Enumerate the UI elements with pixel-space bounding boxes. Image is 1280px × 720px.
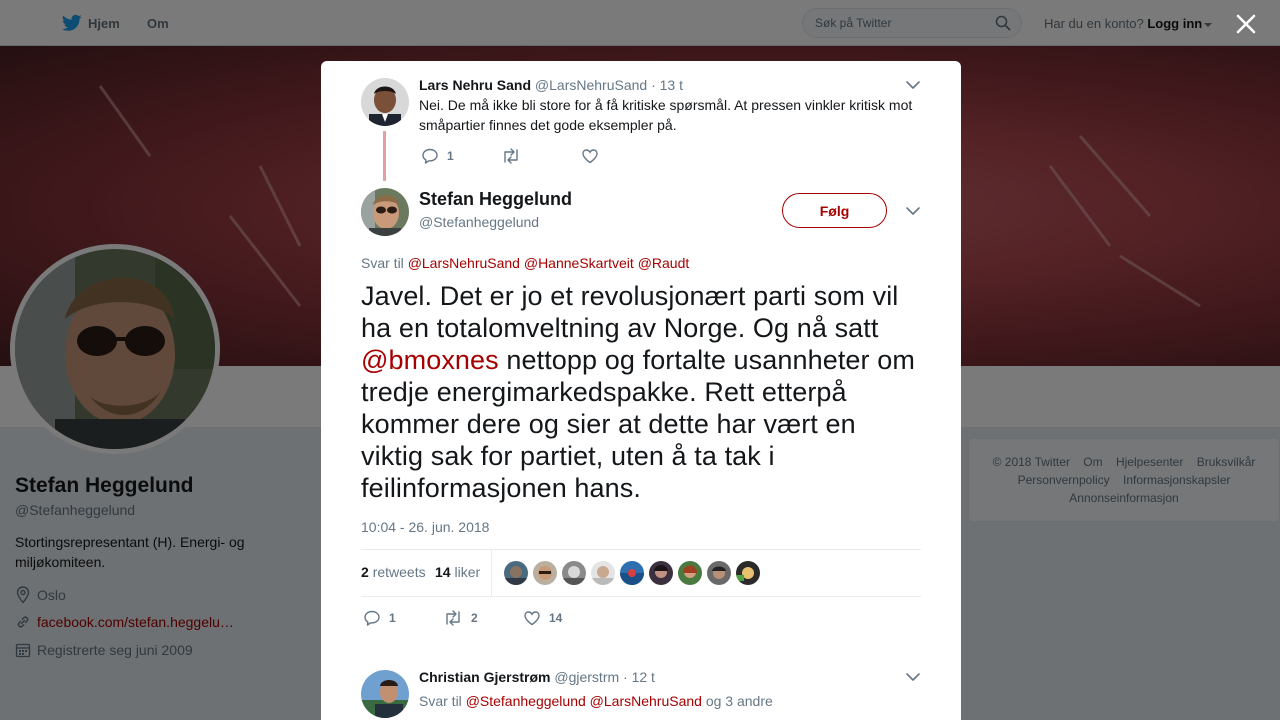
main-avatar[interactable] xyxy=(361,188,409,236)
mention-link[interactable]: @LarsNehruSand xyxy=(407,255,520,271)
retweets-count: 2 xyxy=(361,564,369,580)
thread-connector xyxy=(383,131,386,181)
reply-others[interactable]: og 3 andre xyxy=(705,693,773,709)
main-like-button[interactable] xyxy=(523,609,562,627)
chevron-down-icon[interactable] xyxy=(905,203,921,219)
main-retweet-button[interactable] xyxy=(443,609,523,627)
parent-tweet-text: Nei. De må ikke bli store for å få kritiske spørsmål. At pressen vinkler kritisk mot småpartier finnes det gode eksempler på. xyxy=(419,97,913,133)
close-icon[interactable] xyxy=(1234,12,1258,36)
parent-actions xyxy=(421,147,607,165)
reply-header xyxy=(419,669,655,685)
reply-replying-to xyxy=(419,693,773,709)
mention-link[interactable]: @Raudt xyxy=(637,255,690,271)
parent-header xyxy=(419,77,683,93)
reply-prefix: Svar til xyxy=(419,693,462,709)
parent-reply-button[interactable] xyxy=(421,147,501,165)
parent-reply-count: 1 xyxy=(447,149,454,163)
main-actions xyxy=(363,609,562,627)
retweets-label: retweets xyxy=(372,564,426,580)
likes-stat[interactable] xyxy=(435,564,480,580)
liker-avatar[interactable] xyxy=(591,561,615,585)
reply-icon xyxy=(421,147,439,165)
liker-avatar[interactable] xyxy=(533,561,557,585)
liker-avatar[interactable] xyxy=(736,561,760,585)
parent-photo xyxy=(361,78,409,126)
main-author-name[interactable]: Stefan Heggelund xyxy=(419,189,573,209)
tweet-stats xyxy=(361,549,921,597)
tweet-text-part2: nettopp og fortalte usannheter om tredje energimarkedspakke. Rett etterpå kommer dere og sier at dette har vært en viktig sak for partiet, uten å ta tak i feilinformasjonen hans. xyxy=(361,345,915,503)
reply-author-handle[interactable]: @gjerstrm xyxy=(554,669,620,685)
main-retweet-count: 2 xyxy=(471,611,478,625)
retweets-stat[interactable] xyxy=(361,564,426,580)
reply-time[interactable]: · 12 t xyxy=(623,669,655,685)
chevron-down-icon[interactable] xyxy=(905,669,921,685)
liker-avatar[interactable] xyxy=(678,561,702,585)
main-tweet-text xyxy=(361,280,921,504)
replying-to xyxy=(361,255,689,271)
mention-link[interactable]: @LarsNehruSand xyxy=(589,693,702,709)
liker-avatar[interactable] xyxy=(620,561,644,585)
liker-avatar[interactable] xyxy=(707,561,731,585)
tweet-text-part1: Javel. Det er jo et revolusjonært parti som vil ha en totalomveltning av Norge. Og nå satt xyxy=(361,281,899,343)
follow-button[interactable]: Følg xyxy=(782,193,887,228)
parent-avatar[interactable] xyxy=(361,78,409,126)
parent-author-name[interactable]: Lars Nehru Sand xyxy=(419,77,532,93)
parent-time[interactable]: · 13 t xyxy=(651,77,683,93)
heart-icon xyxy=(523,609,541,627)
tweet-modal xyxy=(321,61,961,720)
main-reply-button[interactable] xyxy=(363,609,443,627)
main-reply-count: 1 xyxy=(389,611,396,625)
parent-author-handle[interactable]: @LarsNehruSand xyxy=(534,77,648,93)
chevron-down-icon[interactable] xyxy=(905,77,921,93)
retweet-icon xyxy=(501,147,521,165)
likes-count: 14 xyxy=(435,564,451,580)
mention-link[interactable]: @Stefanheggelund xyxy=(465,693,586,709)
reply-photo xyxy=(361,670,409,718)
tweet-mention-link[interactable]: @bmoxnes xyxy=(361,345,499,375)
main-like-count: 14 xyxy=(549,611,563,625)
reply-avatar[interactable] xyxy=(361,670,409,718)
retweet-icon xyxy=(443,609,463,627)
reply-author-name[interactable]: Christian Gjerstrøm xyxy=(419,669,551,685)
stats-divider xyxy=(491,550,492,596)
liker-avatars xyxy=(504,561,765,585)
liker-avatar[interactable] xyxy=(562,561,586,585)
reply-prefix: Svar til xyxy=(361,255,404,271)
liker-avatar[interactable] xyxy=(504,561,528,585)
heart-icon xyxy=(581,147,599,165)
main-author-handle[interactable]: @Stefanheggelund xyxy=(419,214,540,230)
reply-icon xyxy=(363,609,381,627)
parent-retweet-button[interactable] xyxy=(501,147,581,165)
tweet-timestamp[interactable]: 10:04 - 26. jun. 2018 xyxy=(361,519,490,535)
mention-link[interactable]: @HanneSkartveit xyxy=(523,255,634,271)
likes-label: liker xyxy=(454,564,481,580)
liker-avatar[interactable] xyxy=(649,561,673,585)
parent-like-button[interactable] xyxy=(581,147,607,165)
main-photo xyxy=(361,188,409,236)
